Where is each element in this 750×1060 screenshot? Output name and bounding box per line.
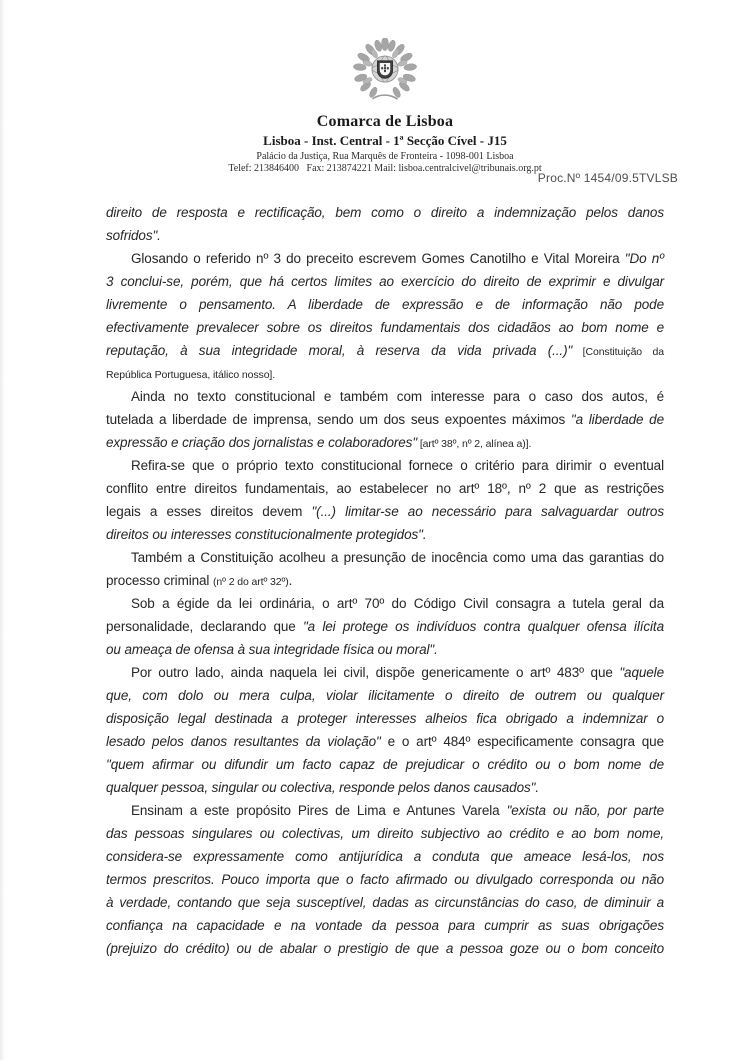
text-line: Ainda no texto constitucional e também com interesse para o caso dos autos, é [131, 389, 664, 404]
text-line: (prejuizo do crédito) ou de abalar o prestigio de que a pessoa goze ou o bom conceito [106, 941, 664, 956]
text-line: 3 conclui-se, porém, que há certos limites ao exercício do direito de exprimir e divulgar [106, 274, 664, 289]
court-contacts: Telef: 213846400 Fax: 213874221 Mail: lisboa.centralcivel@tribunais.org.pt [228, 163, 542, 174]
text-line: efectivamente prevalecer sobre os direitos fundamentais dos cidadãos ao bom nome e [106, 320, 664, 335]
text-line: personalidade, declarando que "a lei protege os indivíduos contra qualquer ofensa ilícita [106, 619, 664, 634]
text-line: direito de resposta e rectificação, bem como o direito a indemnização pelos danos [106, 205, 664, 220]
process-number: Proc.Nº 1454/09.5TVLSB [537, 171, 678, 185]
text-line: Refira-se que o próprio texto constitucional fornece o critério para dirimir o eventual [131, 458, 664, 473]
text-line: confiança na capacidade e na vontade da pessoa para cumprir as suas obrigações [106, 918, 664, 933]
text-line: processo criminal (nº 2 do artº 32º). [106, 573, 293, 588]
text-line: Sob a égide da lei ordinária, o artº 70º do Código Civil consagra a tutela geral da [131, 596, 664, 611]
text-line: "quem afirmar ou difundir um facto capaz de prejudicar o crédito ou o bom nome de [106, 757, 664, 772]
text-line: Por outro lado, ainda naquela lei civil, dispõe genericamente o artº 483º que "aquele [131, 665, 664, 680]
text-line: lesado pelos danos resultantes da violação" e o artº 484º especificamente consagra que [106, 734, 664, 749]
text-line: Também a Constituição acolheu a presunção de inocência como uma das garantias do [131, 550, 664, 565]
text-line: livremente o pensamento. A liberdade de expressão e de informação não pode [106, 297, 664, 312]
text-line: que, com dolo ou mera culpa, violar ilicitamente o direito de outrem ou qualquer [106, 688, 664, 703]
court-section: Lisboa - Inst. Central - 1ª Secção Cível - J15 [263, 133, 507, 148]
text-line: à verdade, contando que seja susceptível, dadas as circunstâncias do caso, de diminuir a [106, 895, 664, 910]
court-name: Comarca de Lisboa [316, 113, 454, 130]
text-line: qualquer pessoa, singular ou colectiva, responde pelos danos causados". [106, 780, 539, 795]
text-line: ou ameaça de ofensa à sua integridade física ou moral". [106, 642, 438, 657]
court-address: Palácio da Justiça, Rua Marquês de Fronteira - 1098-001 Lisboa [256, 151, 514, 162]
text-line: expressão e criação dos jornalistas e colaboradores" [artº 38º, nº 2, alínea a)]. [106, 435, 532, 450]
text-line: termos prescritos. Pouco importa que o facto afirmado ou divulgado corresponda ou não [106, 872, 664, 887]
text-line: considera-se expressamente como antijurídica a conduta que ameace lesá-los, nos [106, 849, 664, 864]
text-line: direitos ou interesses constitucionalmente protegidos". [106, 527, 427, 542]
document-body [106, 201, 664, 960]
text-line: sofridos". [106, 228, 161, 243]
text-line: legais a esses direitos devem "(...) limitar-se ao necessário para salvaguardar outros [106, 504, 664, 519]
text-line: conflito entre direitos fundamentais, ao estabelecer no artº 18º, nº 2 que as restrições [106, 481, 664, 496]
text-line: disposição legal destinada a proteger interesses alheios fica obrigado a indemnizar o [106, 711, 664, 726]
text-line: das pessoas singulares ou colectivas, um direito subjectivo ao crédito e ao bom nome, [106, 826, 664, 841]
court-header [97, 38, 673, 175]
text-line: República Portuguesa, itálico nosso]. [106, 369, 276, 381]
coat-of-arms-icon [346, 38, 424, 104]
text-line: Ensinam a este propósito Pires de Lima e Antunes Varela "exista ou não, por parte [131, 803, 664, 818]
text-line: tutelada a liberdade de imprensa, sendo um dos seus expoentes máximos "a liberdade de [106, 412, 664, 427]
text-line: Glosando o referido nº 3 do preceito escrevem Gomes Canotilho e Vital Moreira "Do nº [131, 251, 664, 266]
text-line: reputação, à sua integridade moral, à reserva da vida privada (...)" [Constituição da [106, 343, 664, 358]
